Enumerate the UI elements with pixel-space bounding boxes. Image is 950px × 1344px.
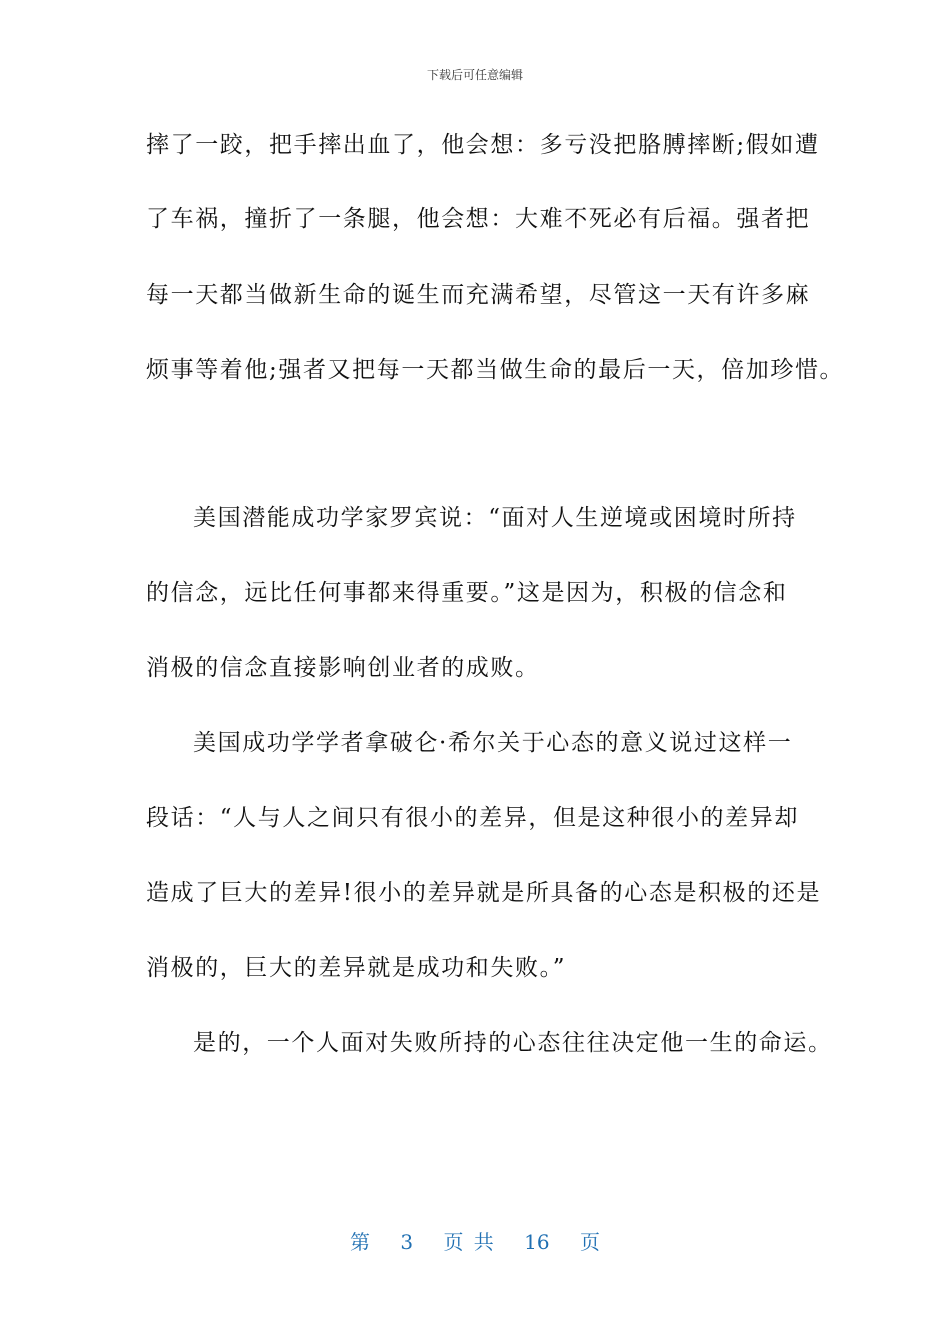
paragraph-3-line-4: 消极的，巨大的差异就是成功和失败。” [146, 955, 567, 981]
paragraph-2-line-2: 的信念，远比任何事都来得重要。”这是因为，积极的信念和 [146, 580, 788, 606]
paragraph-3-line-2: 段话：“人与人之间只有很小的差异，但是这种很小的差异却 [146, 805, 799, 831]
page-header: 下载后可任意编辑 [426, 68, 523, 82]
footer-prefix: 第 [350, 1230, 370, 1254]
page-footer [0, 1226, 950, 1255]
paragraph-1-line-1: 摔了一跤，把手摔出血了，他会想：多亏没把胳膊摔断;假如遭 [146, 132, 820, 158]
paragraph-4-line-1: 是的，一个人面对失败所持的心态往往决定他一生的命运。 [193, 1030, 833, 1056]
paragraph-1-line-2: 了车祸，撞折了一条腿，他会想：大难不死必有后福。强者把 [146, 206, 811, 232]
paragraph-2-line-3: 消极的信念直接影响创业者的成败。 [146, 655, 540, 681]
paragraph-3-line-3: 造成了巨大的差异!很小的差异就是所具备的心态是积极的还是 [146, 880, 822, 906]
paragraph-3-line-1: 美国成功学学者拿破仑·希尔关于心态的意义说过这样一 [193, 730, 793, 756]
paragraph-1-line-3: 每一天都当做新生命的诞生而充满希望，尽管这一天有许多麻 [146, 282, 811, 308]
footer-middle: 页 共 [443, 1230, 494, 1254]
paragraph-2-line-1: 美国潜能成功学家罗宾说：“面对人生逆境或困境时所持 [193, 505, 797, 531]
footer-suffix: 页 [579, 1230, 600, 1254]
total-pages-number: 16 [524, 1230, 550, 1254]
paragraph-1-line-4: 烦事等着他;强者又把每一天都当做生命的最后一天，倍加珍惜。 [146, 357, 845, 383]
current-page-number: 3 [400, 1230, 414, 1254]
